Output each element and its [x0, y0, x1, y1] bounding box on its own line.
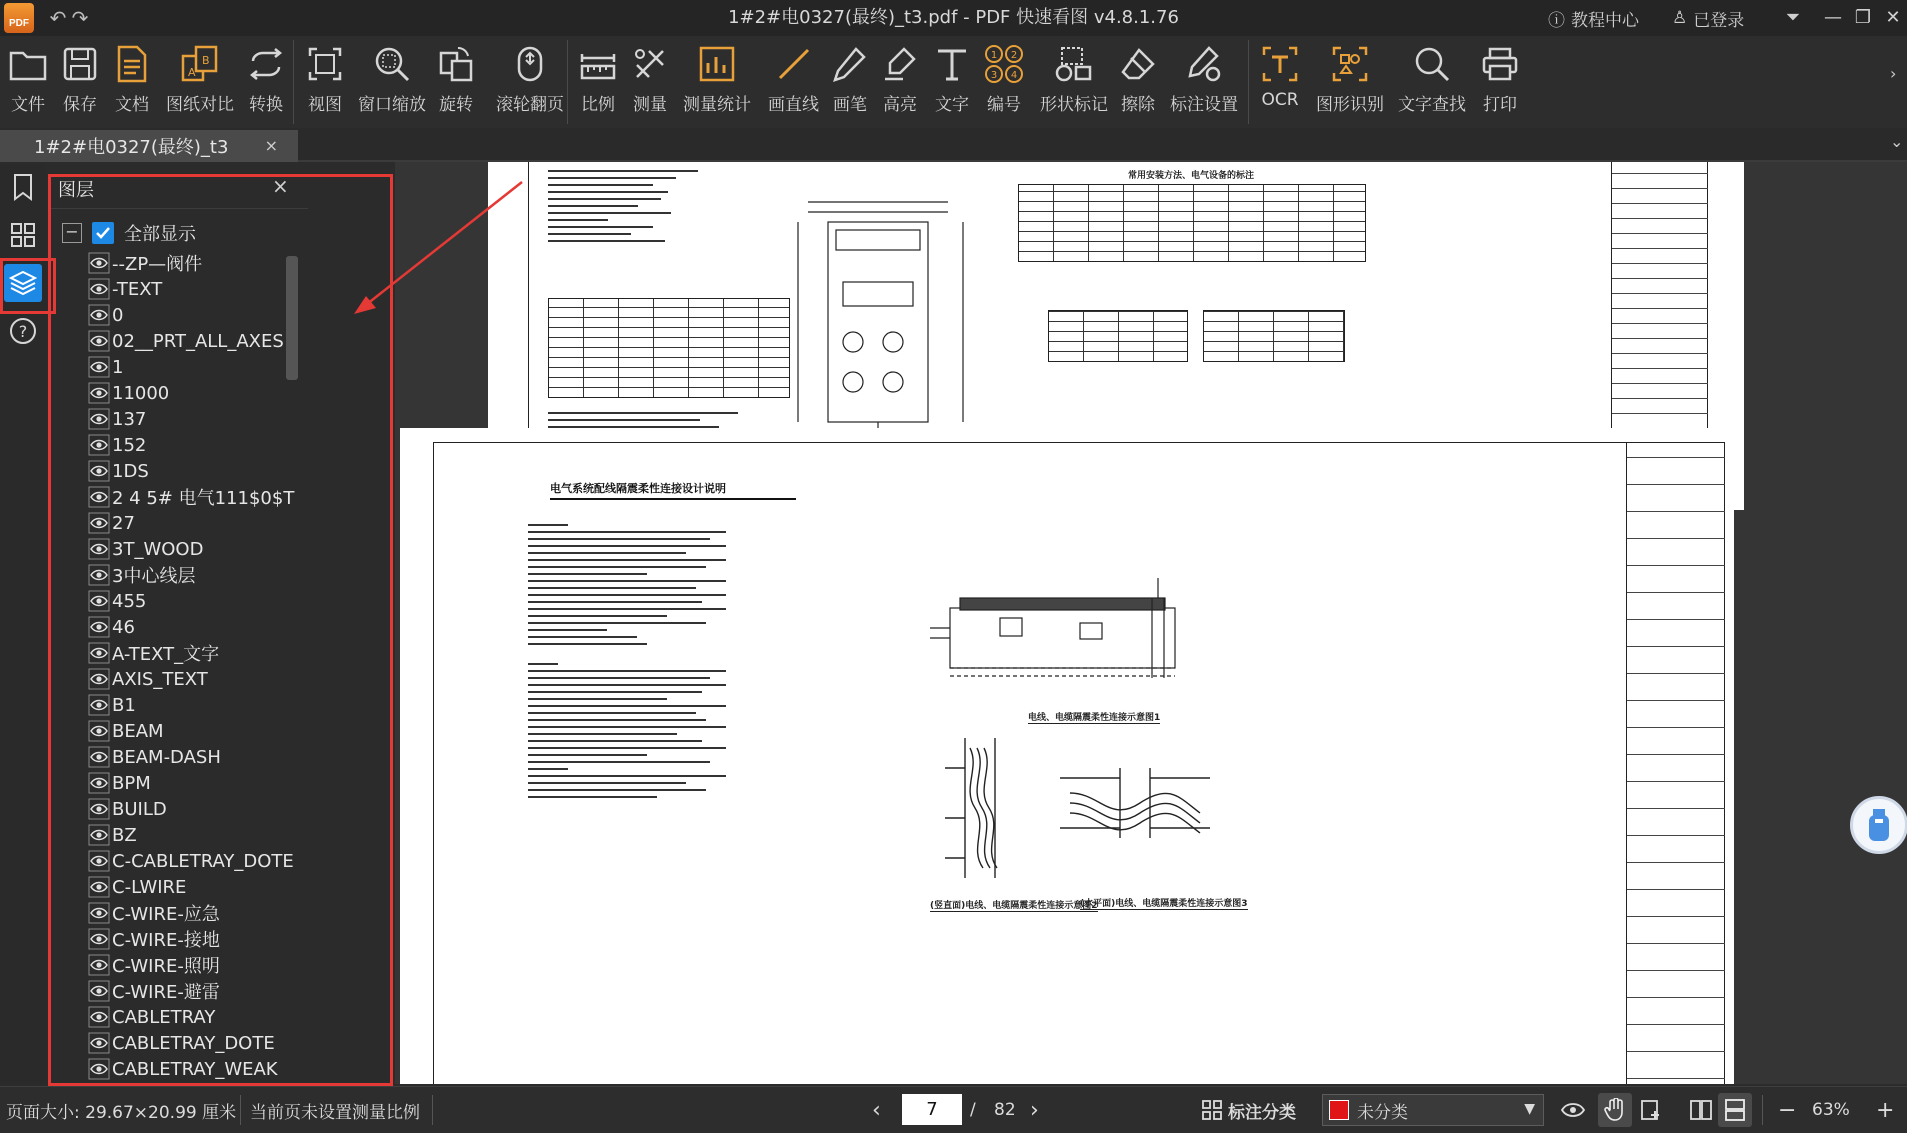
install-method-table — [1018, 184, 1366, 262]
tab-scroll-icon[interactable]: ⌄ — [1890, 132, 1904, 151]
svg-text:1: 1 — [990, 50, 998, 61]
text-label: 文字 — [935, 95, 969, 115]
close-window-button[interactable]: ✕ — [1885, 7, 1901, 28]
text-search-button[interactable] — [1398, 42, 1466, 122]
pdf-page-7 — [400, 428, 1734, 1084]
printer-icon — [1478, 42, 1522, 86]
convert-button[interactable] — [244, 42, 288, 122]
eraser-icon — [1116, 42, 1160, 86]
scroll-page-button[interactable] — [496, 42, 564, 122]
layer-item[interactable] — [88, 796, 328, 822]
folder-icon — [6, 42, 50, 86]
mark-settings-button[interactable] — [1170, 42, 1238, 122]
zoom-out-button[interactable]: − — [1778, 1097, 1797, 1123]
cable-diagram-1 — [920, 568, 1210, 698]
layer-name: BPM — [112, 772, 151, 794]
mark-category-label: 标注分类 — [1228, 1102, 1296, 1123]
show-all-checkbox[interactable] — [92, 222, 114, 244]
document-icon — [110, 42, 154, 86]
eye-icon[interactable] — [88, 850, 110, 872]
ruler-icon — [576, 42, 620, 86]
layer-name: 27 — [112, 512, 135, 534]
cable-diagram-2 — [925, 728, 1075, 888]
print-label: 打印 — [1483, 95, 1517, 115]
svg-text:4: 4 — [1010, 70, 1018, 81]
layer-name: 455 — [112, 590, 147, 612]
eye-icon[interactable] — [88, 694, 110, 716]
layer-name: C-WIRE-接地 — [112, 930, 220, 951]
save-label: 保存 — [63, 95, 97, 115]
measure-stats-button[interactable] — [683, 42, 751, 122]
next-page-button[interactable]: › — [1030, 1097, 1039, 1123]
total-pages: 82 — [994, 1100, 1016, 1120]
document-tab-label: 1#2#电0327(最终)_t3 — [34, 137, 229, 158]
view-label: 视图 — [308, 95, 342, 115]
page-main-title: 电气系统配线隔震柔性连接设计说明 — [550, 480, 796, 500]
measure-stats-icon — [695, 42, 739, 86]
layer-name: C-CABLETRAY_DOTE — [112, 850, 294, 872]
layer-item[interactable] — [88, 952, 328, 978]
help-circle-icon: ⓘ — [1548, 10, 1565, 31]
app-logo-text: PDF — [9, 18, 29, 29]
top-table-title: 常用安装方法、电气设备的标注 — [1128, 171, 1255, 181]
document-label: 文档 — [115, 95, 149, 115]
notes-text-block — [548, 170, 698, 247]
layers-icon[interactable] — [4, 264, 42, 302]
document-canvas[interactable] — [395, 162, 1907, 1084]
rotate-button[interactable] — [434, 42, 478, 122]
page-separator: / — [970, 1100, 976, 1120]
number-button[interactable] — [982, 42, 1026, 122]
compare-icon — [178, 42, 222, 86]
page-number-input[interactable]: 7 — [902, 1094, 962, 1125]
layer-name: 137 — [112, 408, 147, 430]
layer-item[interactable] — [88, 666, 328, 692]
layer-item[interactable] — [88, 432, 328, 458]
layer-item[interactable] — [88, 874, 328, 900]
mark-category-button[interactable] — [1202, 1087, 1296, 1133]
measure-button[interactable] — [628, 42, 672, 122]
diagram-2-caption: (竖直面)电线、电缆隔震柔性连接示意图2 — [930, 898, 1098, 912]
svg-text:?: ? — [18, 322, 28, 341]
document-tab[interactable] — [0, 130, 298, 162]
eye-icon[interactable] — [88, 616, 110, 638]
eye-icon[interactable] — [88, 512, 110, 534]
view-button[interactable] — [303, 42, 347, 122]
layer-item[interactable] — [88, 380, 328, 406]
highlight-button[interactable] — [878, 42, 922, 122]
menu-dropdown-icon[interactable]: ⏷ — [1785, 7, 1801, 28]
eye-icon[interactable] — [88, 1058, 110, 1080]
category-value: 未分类 — [1357, 1102, 1408, 1123]
title-block-2 — [1626, 442, 1725, 1084]
minimize-button[interactable]: — — [1824, 7, 1842, 28]
eye-icon[interactable] — [88, 590, 110, 612]
zoom-in-button[interactable]: + — [1876, 1097, 1895, 1123]
layer-name: 1 — [112, 356, 124, 378]
layer-name: 3中心线层 — [112, 566, 196, 587]
convert-icon — [244, 42, 288, 86]
show-all-label: 全部显示 — [124, 224, 196, 245]
eye-icon[interactable] — [88, 824, 110, 846]
text-button[interactable] — [930, 42, 974, 122]
layer-name: B1 — [112, 694, 136, 716]
eye-icon[interactable] — [88, 642, 110, 664]
number-icon — [982, 42, 1026, 86]
rotate-label: 旋转 — [439, 95, 473, 115]
layer-item[interactable] — [88, 484, 328, 510]
eye-icon[interactable] — [88, 668, 110, 690]
eye-icon[interactable] — [88, 902, 110, 924]
layer-name: 1DS — [112, 460, 149, 482]
layer-item[interactable] — [88, 822, 328, 848]
redo-icon[interactable]: ↷ — [71, 6, 89, 30]
layer-item[interactable] — [88, 536, 328, 562]
login-label: 已登录 — [1693, 10, 1745, 31]
layer-item[interactable] — [88, 926, 328, 952]
compare-button[interactable] — [166, 42, 234, 122]
hand-tool-icon[interactable] — [1598, 1093, 1632, 1127]
eye-icon[interactable] — [88, 278, 110, 300]
svg-text:A: A — [188, 66, 196, 79]
eye-icon[interactable] — [88, 746, 110, 768]
eye-icon[interactable] — [88, 486, 110, 508]
usb-icon — [1863, 807, 1895, 843]
line-icon — [772, 42, 816, 86]
design-notes-text — [528, 524, 726, 803]
layer-item[interactable] — [88, 978, 328, 1004]
shape-recognize-icon — [1328, 42, 1372, 86]
eye-icon[interactable] — [88, 980, 110, 1002]
eye-icon[interactable] — [88, 928, 110, 950]
title-bar — [0, 0, 1907, 36]
layer-item[interactable] — [88, 848, 328, 874]
grid-icon — [1202, 1100, 1222, 1120]
bookmark-icon[interactable] — [4, 168, 42, 206]
eye-icon[interactable] — [88, 408, 110, 430]
zoom-level[interactable]: 63% — [1812, 1100, 1850, 1120]
layer-name: 152 — [112, 434, 147, 456]
eye-icon[interactable] — [88, 382, 110, 404]
layers-close-button[interactable]: × — [272, 174, 289, 198]
measure-stats-label: 测量统计 — [683, 95, 751, 115]
eye-icon[interactable] — [88, 954, 110, 976]
eye-icon[interactable] — [88, 252, 110, 274]
layer-name: CABLETRAY_DOTE — [112, 1032, 275, 1054]
view-icon — [303, 42, 347, 86]
eye-icon[interactable] — [88, 876, 110, 898]
continuous-view-icon[interactable] — [1718, 1093, 1752, 1127]
main-toolbar — [0, 36, 1907, 128]
convert-label: 转换 — [249, 95, 283, 115]
erase-label: 擦除 — [1121, 95, 1155, 115]
svg-text:2: 2 — [1010, 50, 1018, 61]
undo-icon[interactable]: ↶ — [49, 6, 67, 30]
layer-name: AXIS_TEXT — [112, 668, 208, 690]
text-search-label: 文字查找 — [1398, 95, 1466, 115]
eye-icon[interactable] — [88, 1032, 110, 1054]
eye-icon[interactable] — [88, 460, 110, 482]
measure-icon — [628, 42, 672, 86]
file-label: 文件 — [11, 95, 45, 115]
layer-item[interactable] — [88, 510, 328, 536]
spd-table — [1048, 310, 1188, 362]
tab-close-icon[interactable]: × — [264, 136, 278, 155]
layer-item[interactable] — [88, 562, 328, 588]
shape-mark-button[interactable] — [1040, 42, 1108, 122]
eye-icon[interactable] — [88, 564, 110, 586]
layer-name: --ZP—阀件 — [112, 254, 203, 275]
tutorial-label: 教程中心 — [1571, 10, 1639, 31]
layer-item[interactable] — [88, 614, 328, 640]
text-tool-icon — [930, 42, 974, 86]
eye-icon[interactable] — [88, 1006, 110, 1028]
number-label: 编号 — [987, 95, 1021, 115]
layer-name: 11000 — [112, 382, 170, 404]
layer-name: BZ — [112, 824, 137, 846]
layer-list-scrollbar[interactable] — [286, 256, 298, 380]
eye-icon[interactable] — [88, 356, 110, 378]
ocr-icon — [1258, 42, 1302, 86]
scale-label: 比例 — [581, 95, 615, 115]
symbol-table — [1203, 310, 1345, 362]
prev-page-button[interactable]: ‹ — [872, 1097, 881, 1123]
layer-name: C-LWIRE — [112, 876, 187, 898]
layer-item[interactable] — [88, 640, 328, 666]
shape-recognize-button[interactable] — [1316, 42, 1384, 122]
eye-icon[interactable] — [88, 798, 110, 820]
ocr-button[interactable] — [1258, 42, 1302, 122]
layer-name: C-WIRE-照明 — [112, 956, 220, 977]
highlight-label: 高亮 — [883, 95, 917, 115]
highlighter-icon — [878, 42, 922, 86]
layer-item[interactable] — [88, 1004, 328, 1030]
layers-panel — [48, 172, 308, 1084]
scale-button[interactable] — [576, 42, 620, 122]
compare-label: 图纸对比 — [166, 95, 234, 115]
layer-name: BEAM — [112, 720, 164, 742]
collapse-toggle[interactable]: − — [62, 223, 82, 243]
layer-item[interactable] — [88, 770, 328, 796]
layer-name: C-WIRE-应急 — [112, 904, 220, 925]
shape-mark-label: 形状标记 — [1040, 95, 1108, 115]
zoom-window-icon — [370, 42, 414, 86]
help-icon[interactable] — [4, 312, 42, 350]
spec-table — [548, 298, 790, 398]
show-all-row — [62, 220, 196, 246]
layer-name: 0 — [112, 304, 124, 326]
window-title: 1#2#电0327(最终)_t3.pdf - PDF 快速看图 v4.8.1.76 — [728, 7, 1179, 28]
document-tab-bar — [0, 128, 1907, 162]
account-button[interactable] — [1672, 0, 1744, 36]
eye-icon[interactable] — [88, 330, 110, 352]
thumbnails-icon[interactable] — [4, 216, 42, 254]
layers-panel-title: 图层 — [58, 180, 94, 201]
cable-diagram-3 — [1060, 758, 1210, 858]
layer-name: CABLETRAY — [112, 1006, 216, 1028]
shape-mark-icon — [1052, 42, 1096, 86]
category-color-swatch — [1329, 1100, 1349, 1120]
svg-text:3: 3 — [990, 70, 998, 81]
svg-text:B: B — [202, 54, 210, 67]
layer-item[interactable] — [88, 1056, 328, 1080]
layer-name: 2 4 5# 电气111$0$T — [112, 488, 295, 509]
search-icon — [1410, 42, 1454, 86]
layer-item[interactable] — [88, 900, 328, 926]
left-icon-rail — [0, 164, 46, 1084]
window-zoom-button[interactable] — [358, 42, 426, 122]
scroll-page-label: 滚轮翻页 — [496, 95, 564, 115]
layer-name: C-WIRE-避雷 — [112, 982, 220, 1003]
ocr-label: OCR — [1261, 90, 1299, 110]
diagram-1-caption: 电线、电缆隔震柔性连接示意图1 — [1028, 710, 1160, 724]
layer-name: -TEXT — [112, 278, 163, 300]
status-bar — [0, 1086, 1907, 1133]
layer-item[interactable] — [88, 1030, 328, 1056]
save-icon — [58, 42, 102, 86]
mark-settings-icon — [1182, 42, 1226, 86]
measure-label: 测量 — [633, 95, 667, 115]
layer-name: CABLETRAY_WEAK — [112, 1058, 278, 1080]
layer-item[interactable] — [88, 588, 328, 614]
chevron-down-icon: ▼ — [1524, 1101, 1535, 1117]
layer-item[interactable] — [88, 692, 328, 718]
eye-icon[interactable] — [88, 434, 110, 456]
layer-item[interactable] — [88, 406, 328, 432]
eye-icon[interactable] — [88, 772, 110, 794]
layer-name: 02__PRT_ALL_AXES — [112, 330, 284, 352]
two-page-view-icon[interactable] — [1684, 1093, 1718, 1127]
save-button[interactable] — [58, 42, 102, 122]
layer-name: 46 — [112, 616, 135, 638]
eye-icon[interactable] — [88, 304, 110, 326]
tutorial-center-button[interactable] — [1548, 0, 1639, 36]
restore-button[interactable]: ❐ — [1854, 7, 1872, 28]
floating-assistant-button[interactable] — [1850, 796, 1907, 854]
page-size-readout: 页面大小: 29.67×20.99 厘米 — [6, 1102, 237, 1123]
mark-settings-label: 标注设置 — [1170, 95, 1238, 115]
pen-icon — [828, 42, 872, 86]
user-icon: ♙ — [1672, 8, 1688, 28]
category-select[interactable] — [1322, 1094, 1544, 1126]
layer-name: BUILD — [112, 798, 167, 820]
document-button[interactable] — [110, 42, 154, 122]
line-label: 画直线 — [768, 95, 819, 115]
layer-name: A-TEXT_文字 — [112, 644, 220, 665]
pen-button[interactable] — [828, 42, 872, 122]
pen-label: 画笔 — [833, 95, 867, 115]
scale-status[interactable]: 当前页未设置测量比例 — [250, 1102, 420, 1123]
draw-line-button[interactable] — [768, 42, 819, 122]
toolbar-more-icon[interactable]: › — [1890, 64, 1897, 83]
layer-item[interactable] — [88, 718, 328, 744]
diagram-3-caption: (水平面)电线、电缆隔震柔性连接示意图3 — [1080, 896, 1248, 910]
eye-icon[interactable] — [88, 720, 110, 742]
layer-item[interactable] — [88, 458, 328, 484]
print-button[interactable] — [1478, 42, 1522, 122]
rotate-icon — [434, 42, 478, 86]
window-zoom-label: 窗口缩放 — [358, 95, 426, 115]
app-logo[interactable] — [4, 3, 34, 33]
shape-recognize-label: 图形识别 — [1316, 95, 1384, 115]
eye-toggle-icon[interactable] — [1556, 1093, 1590, 1127]
eye-icon[interactable] — [88, 538, 110, 560]
file-button[interactable] — [6, 42, 50, 122]
layer-name: BEAM-DASH — [112, 746, 221, 768]
layer-item[interactable] — [88, 744, 328, 770]
layer-name: 3T_WOOD — [112, 538, 204, 560]
erase-button[interactable] — [1116, 42, 1160, 122]
mouse-icon — [508, 42, 552, 86]
add-page-icon[interactable] — [1634, 1093, 1668, 1127]
